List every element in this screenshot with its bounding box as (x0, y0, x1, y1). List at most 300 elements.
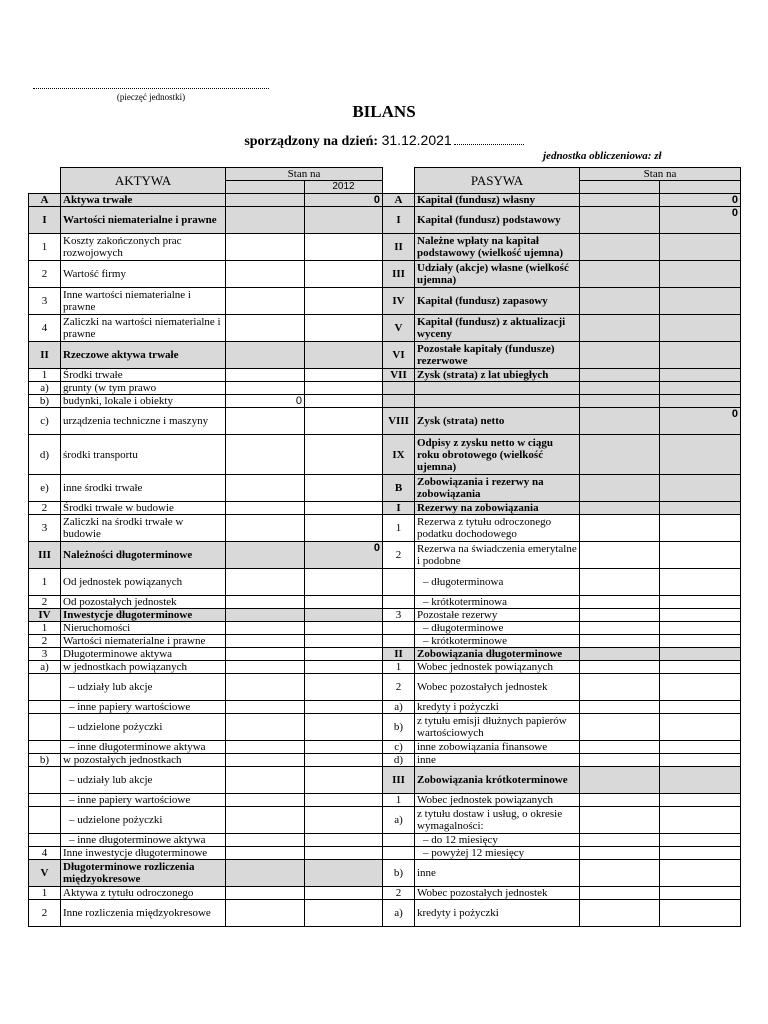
assets-row-value[interactable] (305, 609, 383, 622)
assets-row-label: – udziały lub akcje (61, 767, 226, 794)
liabilities-row-value[interactable] (660, 542, 741, 569)
liabilities-row-value[interactable]: 0 (660, 408, 741, 435)
liabilities-row-number: B (383, 475, 415, 502)
liabilities-row-label: inne (415, 860, 580, 887)
assets-row-number: 3 (29, 515, 61, 542)
assets-row-label: Długoterminowe rozliczenia międzyokresowe (61, 860, 226, 887)
liabilities-col-year (660, 181, 741, 194)
date-dots (454, 144, 524, 145)
liabilities-row-value[interactable] (660, 342, 741, 369)
assets-row-number: c) (29, 408, 61, 435)
assets-row-label: – inne długoterminowe aktywa (61, 834, 226, 847)
assets-row-value[interactable] (305, 408, 383, 435)
assets-row (29, 635, 383, 648)
liabilities-row-label: inne zobowiązania finansowe (415, 741, 580, 754)
liabilities-row-number: 1 (383, 661, 415, 674)
assets-row-label: – inne papiery wartościowe (61, 794, 226, 807)
liabilities-row-label: Rezerwy na zobowiązania (415, 502, 580, 515)
liabilities-table (382, 167, 741, 927)
liabilities-row-number: 1 (383, 515, 415, 542)
assets-row-number: V (29, 860, 61, 887)
stamp-label: (pieczęć jednostki) (116, 92, 186, 102)
liabilities-row (383, 741, 741, 754)
assets-row-number (29, 701, 61, 714)
unit-label: jednostka obliczeniowa: zł (543, 150, 662, 162)
liabilities-row-value-prev[interactable] (580, 382, 660, 395)
assets-row (29, 767, 383, 794)
assets-row (29, 542, 383, 569)
assets-row-number: 3 (29, 288, 61, 315)
liabilities-row-value[interactable] (660, 382, 741, 395)
liabilities-row-value-prev[interactable] (580, 502, 660, 515)
assets-row-value-prev[interactable] (226, 622, 305, 635)
liabilities-row (383, 900, 741, 927)
assets-row-label: Aktywa z tytułu odroczonego (61, 887, 226, 900)
assets-row-number: b) (29, 754, 61, 767)
assets-row-value[interactable] (305, 475, 383, 502)
liabilities-row-value[interactable] (660, 767, 741, 794)
liabilities-row-label: Kapitał (fundusz) z aktualizacji wyceny (415, 315, 580, 342)
liabilities-row-value-prev[interactable] (580, 315, 660, 342)
liabilities-row-label: – długoterminowa (415, 569, 580, 596)
liabilities-row-value[interactable] (660, 661, 741, 674)
liabilities-row (383, 315, 741, 342)
liabilities-row-number: II (383, 648, 415, 661)
assets-row-label: Wartości niematerialne i prawne (61, 635, 226, 648)
liabilities-row-value-prev[interactable] (580, 807, 660, 834)
liabilities-row-number: a) (383, 900, 415, 927)
liabilities-row (383, 714, 741, 741)
assets-row (29, 794, 383, 807)
liabilities-row-value[interactable] (660, 609, 741, 622)
liabilities-row-value-prev[interactable] (580, 887, 660, 900)
assets-row-number (29, 794, 61, 807)
assets-row-value[interactable] (305, 569, 383, 596)
liabilities-row-value-prev[interactable] (580, 609, 660, 622)
assets-row (29, 502, 383, 515)
liabilities-row (383, 569, 741, 596)
assets-row (29, 207, 383, 234)
assets-table (28, 167, 383, 927)
assets-row-number: e) (29, 475, 61, 502)
assets-row (29, 342, 383, 369)
assets-row (29, 609, 383, 622)
assets-row-value[interactable] (305, 435, 383, 475)
assets-row-value[interactable] (305, 701, 383, 714)
liabilities-row-label: inne (415, 754, 580, 767)
assets-row-value[interactable] (305, 622, 383, 635)
liabilities-row (383, 369, 741, 382)
assets-row-value[interactable] (305, 847, 383, 860)
assets-row-number: d) (29, 435, 61, 475)
assets-row-label: grunty (w tym prawo (61, 382, 226, 395)
liabilities-row-label: – powyżej 12 miesięcy (415, 847, 580, 860)
liabilities-row-value-prev[interactable] (580, 194, 660, 207)
assets-row-value[interactable] (305, 315, 383, 342)
liabilities-heading: PASYWA (415, 168, 580, 194)
assets-row-value[interactable] (305, 767, 383, 794)
liabilities-row-value[interactable] (660, 887, 741, 900)
liabilities-row-value-prev[interactable] (580, 834, 660, 847)
liabilities-row-value[interactable] (660, 900, 741, 927)
liabilities-row-label (415, 395, 580, 408)
liabilities-row-value[interactable] (660, 847, 741, 860)
date-line (0, 132, 768, 150)
assets-row-value-prev[interactable] (226, 741, 305, 754)
assets-row-label: Inwestycje długoterminowe (61, 609, 226, 622)
assets-row-value[interactable] (305, 834, 383, 847)
liabilities-row (383, 435, 741, 475)
assets-row-value[interactable] (305, 395, 383, 408)
liabilities-row-label: Zysk (strata) z lat ubiegłych (415, 369, 580, 382)
liabilities-row-number (383, 569, 415, 596)
assets-row-number: IV (29, 609, 61, 622)
assets-row-number: 2 (29, 900, 61, 927)
assets-row-value-prev[interactable] (226, 714, 305, 741)
assets-row-value-prev[interactable] (226, 767, 305, 794)
liabilities-row-value-prev[interactable] (580, 207, 660, 234)
liabilities-row-label: Kapitał (fundusz) podstawowy (415, 207, 580, 234)
liabilities-row-value-prev[interactable] (580, 288, 660, 315)
liabilities-row-label: – krótkoterminowe (415, 635, 580, 648)
liabilities-row-number: III (383, 261, 415, 288)
assets-row-value-prev[interactable] (226, 754, 305, 767)
assets-row-value-prev[interactable] (226, 288, 305, 315)
assets-row-label: Zaliczki na środki trwałe w budowie (61, 515, 226, 542)
liabilities-row-number (383, 395, 415, 408)
assets-row-number: 1 (29, 622, 61, 635)
assets-row-value-prev[interactable] (226, 315, 305, 342)
liabilities-row-value[interactable] (660, 807, 741, 834)
liabilities-row-value-prev[interactable] (580, 408, 660, 435)
liabilities-row-value-prev[interactable] (580, 860, 660, 887)
liabilities-row-value-prev[interactable] (580, 635, 660, 648)
liabilities-row (383, 701, 741, 714)
assets-row-value[interactable] (305, 900, 383, 927)
assets-row-value[interactable] (305, 741, 383, 754)
assets-row (29, 648, 383, 661)
assets-row-label: Inne inwestycje długoterminowe (61, 847, 226, 860)
assets-row (29, 741, 383, 754)
assets-row-value-prev[interactable] (226, 701, 305, 714)
liabilities-row-label: Zobowiązania i rezerwy na zobowiązania (415, 475, 580, 502)
assets-row-value-prev[interactable] (226, 435, 305, 475)
assets-row-label: Wartości niematerialne i prawne (61, 207, 226, 234)
liabilities-row-number: IV (383, 288, 415, 315)
assets-row-value-prev[interactable] (226, 502, 305, 515)
assets-heading: AKTYWA (61, 168, 226, 194)
liabilities-row-value-prev[interactable] (580, 622, 660, 635)
assets-row (29, 194, 383, 207)
assets-row-value-prev[interactable] (226, 794, 305, 807)
liabilities-row-value[interactable] (660, 315, 741, 342)
assets-row-value-prev[interactable] (226, 674, 305, 701)
assets-row (29, 860, 383, 887)
assets-row-label: Rzeczowe aktywa trwałe (61, 342, 226, 369)
liabilities-row-value-prev[interactable] (580, 900, 660, 927)
assets-row-value[interactable]: 0 (305, 542, 383, 569)
liabilities-row-value-prev[interactable] (580, 674, 660, 701)
liabilities-row-value[interactable]: 0 (660, 207, 741, 234)
liabilities-row-number: 2 (383, 542, 415, 569)
liabilities-row-number: IX (383, 435, 415, 475)
liabilities-row-value-prev[interactable] (580, 767, 660, 794)
liabilities-row-value[interactable] (660, 701, 741, 714)
liabilities-row-label: z tytułu emisji dłużnych papierów wartościowych (415, 714, 580, 741)
assets-row-value[interactable] (305, 807, 383, 834)
assets-row-number: I (29, 207, 61, 234)
assets-row-label: w jednostkach powiązanych (61, 661, 226, 674)
liabilities-row (383, 674, 741, 701)
assets-row-label: – udzielone pożyczki (61, 714, 226, 741)
assets-row-label: Środki trwałe (61, 369, 226, 382)
liabilities-row-value[interactable] (660, 754, 741, 767)
liabilities-row (383, 408, 741, 435)
assets-row (29, 475, 383, 502)
assets-row-value[interactable] (305, 794, 383, 807)
liabilities-row-value[interactable] (660, 435, 741, 475)
liabilities-row-value[interactable] (660, 369, 741, 382)
liabilities-row (383, 288, 741, 315)
assets-row-value-prev[interactable] (226, 834, 305, 847)
liabilities-row (383, 342, 741, 369)
liabilities-row (383, 234, 741, 261)
liabilities-row-label: Wobec jednostek powiązanych (415, 661, 580, 674)
liabilities-row-number (383, 635, 415, 648)
assets-row-value[interactable] (305, 261, 383, 288)
liabilities-row-label: – krótkoterminowa (415, 596, 580, 609)
assets-row-value[interactable] (305, 515, 383, 542)
assets-row-value[interactable] (305, 288, 383, 315)
assets-row-value-prev[interactable] (226, 847, 305, 860)
liabilities-row-value-prev[interactable] (580, 794, 660, 807)
assets-row-value[interactable] (305, 648, 383, 661)
document-title: BILANS (352, 102, 416, 121)
liabilities-row-label: Wobec pozostałych jednostek (415, 674, 580, 701)
assets-row-value[interactable] (305, 754, 383, 767)
assets-row-value-prev[interactable] (226, 542, 305, 569)
liabilities-row-value[interactable] (660, 648, 741, 661)
assets-corner (29, 168, 61, 194)
liabilities-col-blank (580, 181, 660, 194)
assets-row-value[interactable] (305, 635, 383, 648)
assets-row-label: w pozostałych jednostkach (61, 754, 226, 767)
liabilities-row-value-prev[interactable] (580, 714, 660, 741)
assets-row-number (29, 674, 61, 701)
liabilities-row-value-prev[interactable] (580, 648, 660, 661)
assets-row-value-prev[interactable] (226, 382, 305, 395)
liabilities-row-number: b) (383, 860, 415, 887)
assets-row-value-prev[interactable] (226, 900, 305, 927)
liabilities-row (383, 622, 741, 635)
assets-row-value-prev[interactable] (226, 369, 305, 382)
liabilities-row-value[interactable] (660, 741, 741, 754)
assets-row-value-prev[interactable] (226, 515, 305, 542)
liabilities-row-value-prev[interactable] (580, 369, 660, 382)
assets-row-value[interactable] (305, 369, 383, 382)
liabilities-row-number: VIII (383, 408, 415, 435)
liabilities-row-value[interactable] (660, 674, 741, 701)
liabilities-row-value-prev[interactable] (580, 515, 660, 542)
liabilities-row-label: Odpisy z zysku netto w ciągu roku obrotowego (wielkość ujemna) (415, 435, 580, 475)
liabilities-corner (383, 168, 415, 194)
liabilities-row-label: Rezerwa na świadczenia emerytalne i podobne (415, 542, 580, 569)
liabilities-row-label: kredyty i pożyczki (415, 701, 580, 714)
assets-col-stan: Stan na (226, 168, 383, 181)
liabilities-row-value-prev[interactable] (580, 435, 660, 475)
assets-row-value-prev[interactable] (226, 635, 305, 648)
liabilities-row-value[interactable] (660, 622, 741, 635)
assets-row-number (29, 767, 61, 794)
assets-row-value[interactable] (305, 714, 383, 741)
stamp-line (33, 80, 269, 89)
assets-row (29, 887, 383, 900)
liabilities-row-value-prev[interactable] (580, 261, 660, 288)
assets-row (29, 661, 383, 674)
date-label: sporządzony na dzień: (244, 134, 379, 149)
assets-row-value[interactable] (305, 207, 383, 234)
assets-row (29, 714, 383, 741)
liabilities-row-number: II (383, 234, 415, 261)
assets-row-value-prev[interactable] (226, 475, 305, 502)
assets-row (29, 754, 383, 767)
liabilities-row-label: Wobec jednostek powiązanych (415, 794, 580, 807)
assets-row (29, 234, 383, 261)
liabilities-row-value-prev[interactable] (580, 542, 660, 569)
assets-row (29, 834, 383, 847)
assets-row-value-prev[interactable] (226, 860, 305, 887)
liabilities-row-label: Należne wpłaty na kapitał podstawowy (wielkość ujemna) (415, 234, 580, 261)
liabilities-row-value[interactable] (660, 596, 741, 609)
assets-row (29, 261, 383, 288)
assets-row-value-prev[interactable] (226, 207, 305, 234)
liabilities-row-value[interactable] (660, 234, 741, 261)
assets-row-number: a) (29, 382, 61, 395)
assets-row-value-prev[interactable]: 0 (226, 395, 305, 408)
liabilities-row-value-prev[interactable] (580, 596, 660, 609)
liabilities-row-value[interactable] (660, 515, 741, 542)
liabilities-row-value-prev[interactable] (580, 569, 660, 596)
liabilities-row-value[interactable] (660, 635, 741, 648)
liabilities-row-label: z tytułu dostaw i usług, o okresie wymagalności: (415, 807, 580, 834)
liabilities-row-value[interactable] (660, 288, 741, 315)
liabilities-row (383, 767, 741, 794)
assets-row-value-prev[interactable] (226, 194, 305, 207)
assets-row-number: 3 (29, 648, 61, 661)
liabilities-col-stan: Stan na (580, 168, 741, 181)
liabilities-row-value-prev[interactable] (580, 847, 660, 860)
liabilities-row-value-prev[interactable] (580, 754, 660, 767)
liabilities-row-value[interactable] (660, 714, 741, 741)
liabilities-row-value-prev[interactable] (580, 342, 660, 369)
assets-row-value-prev[interactable] (226, 648, 305, 661)
assets-row-label: inne środki trwałe (61, 475, 226, 502)
assets-row-label: Od pozostałych jednostek (61, 596, 226, 609)
assets-row-number: 1 (29, 569, 61, 596)
assets-row-label: – udziały lub akcje (61, 674, 226, 701)
assets-row-value[interactable] (305, 596, 383, 609)
liabilities-row-number: c) (383, 741, 415, 754)
assets-row-value-prev[interactable] (226, 408, 305, 435)
liabilities-row-number: 2 (383, 887, 415, 900)
assets-row (29, 395, 383, 408)
liabilities-row (383, 502, 741, 515)
liabilities-row-number: d) (383, 754, 415, 767)
assets-row-value[interactable] (305, 234, 383, 261)
liabilities-row-label: Zobowiązania krótkoterminowe (415, 767, 580, 794)
liabilities-row-number (383, 596, 415, 609)
liabilities-row-value[interactable] (660, 834, 741, 847)
assets-row-value-prev[interactable] (226, 887, 305, 900)
liabilities-row-value[interactable] (660, 569, 741, 596)
assets-row-value[interactable] (305, 661, 383, 674)
assets-row-label: Środki trwałe w budowie (61, 502, 226, 515)
liabilities-row-number (383, 847, 415, 860)
assets-row (29, 288, 383, 315)
assets-row-value-prev[interactable] (226, 661, 305, 674)
assets-row-value[interactable] (305, 382, 383, 395)
liabilities-row-value-prev[interactable] (580, 741, 660, 754)
liabilities-row-value[interactable] (660, 794, 741, 807)
assets-row-label: Nieruchomości (61, 622, 226, 635)
liabilities-row-value-prev[interactable] (580, 701, 660, 714)
assets-row-value[interactable] (305, 860, 383, 887)
liabilities-row-label: – długoterminowe (415, 622, 580, 635)
assets-row-label: Inne wartości niematerialne i prawne (61, 288, 226, 315)
assets-row-value-prev[interactable] (226, 807, 305, 834)
assets-row (29, 408, 383, 435)
assets-row-value-prev[interactable] (226, 234, 305, 261)
liabilities-row (383, 475, 741, 502)
assets-row-number (29, 714, 61, 741)
assets-row-value[interactable] (305, 887, 383, 900)
liabilities-row (383, 194, 741, 207)
assets-row-label: urządzenia techniczne i maszyny (61, 408, 226, 435)
liabilities-row-value[interactable] (660, 502, 741, 515)
assets-row-value[interactable] (305, 502, 383, 515)
assets-row-value-prev[interactable] (226, 569, 305, 596)
assets-row-value[interactable] (305, 674, 383, 701)
assets-row-label: Wartość firmy (61, 261, 226, 288)
assets-row (29, 622, 383, 635)
assets-row-value-prev[interactable] (226, 261, 305, 288)
assets-row-value-prev[interactable] (226, 609, 305, 622)
liabilities-row-label: Zobowiązania długoterminowe (415, 648, 580, 661)
liabilities-row-value-prev[interactable] (580, 475, 660, 502)
assets-row-value-prev[interactable] (226, 596, 305, 609)
liabilities-row-value[interactable] (660, 395, 741, 408)
assets-row (29, 807, 383, 834)
liabilities-row-label (415, 382, 580, 395)
assets-row-value[interactable] (305, 342, 383, 369)
liabilities-row-value[interactable] (660, 860, 741, 887)
assets-row-number: 2 (29, 261, 61, 288)
assets-row-value[interactable]: 0 (305, 194, 383, 207)
assets-row-number (29, 807, 61, 834)
liabilities-row-value[interactable] (660, 475, 741, 502)
liabilities-row-number: VI (383, 342, 415, 369)
liabilities-row-value[interactable]: 0 (660, 194, 741, 207)
liabilities-row-value-prev[interactable] (580, 395, 660, 408)
liabilities-row-value[interactable] (660, 261, 741, 288)
liabilities-row (383, 887, 741, 900)
liabilities-row-value-prev[interactable] (580, 234, 660, 261)
liabilities-row (383, 794, 741, 807)
liabilities-row-number: I (383, 207, 415, 234)
assets-row-label: Należności długoterminowe (61, 542, 226, 569)
liabilities-row-value-prev[interactable] (580, 661, 660, 674)
assets-row-value-prev[interactable] (226, 342, 305, 369)
